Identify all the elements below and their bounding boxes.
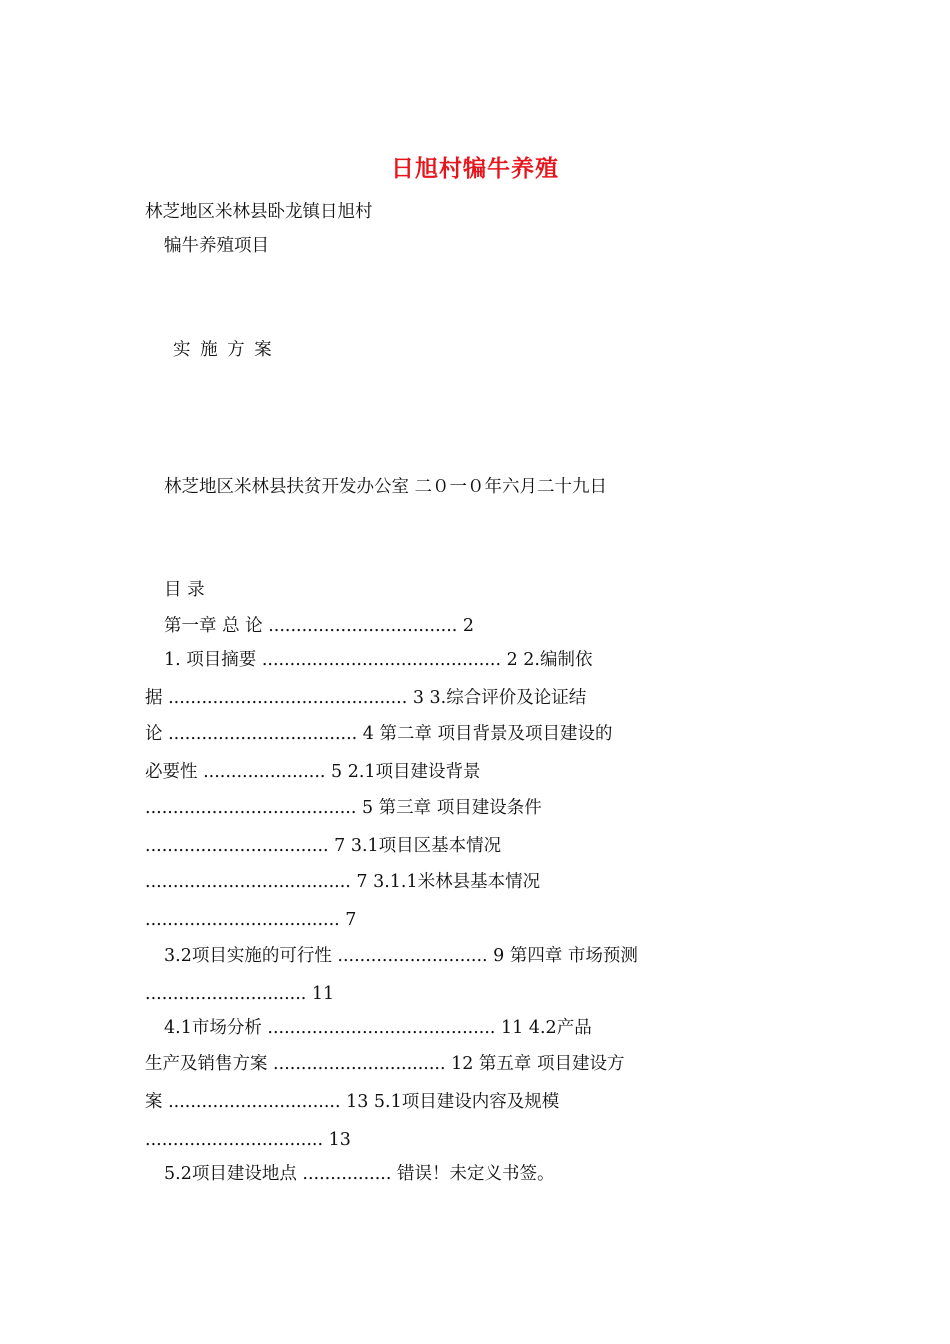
toc-line: 生产及销售方案 ............................... 12 第五章 项目建设方 <box>145 1054 625 1074</box>
toc-line: ................................... 7 <box>145 910 357 930</box>
toc-line: 案 ............................... 13 5.1项目建设内容及规模 <box>145 1092 560 1112</box>
toc-line: ..................................... 7 3.1.1米林县基本情况 <box>145 872 541 892</box>
toc-line: ................................. 7 3.1项目区基本情况 <box>145 836 502 856</box>
toc-line: 1. 项目摘要 ........................................... 2 2.编制依 <box>164 650 593 670</box>
toc-line: 第一章 总 论 .................................. 2 <box>164 616 475 636</box>
toc-line: 必要性 ...................... 5 2.1项目建设背景 <box>145 762 481 782</box>
document-title: 日旭村犏牛养殖 <box>391 155 559 182</box>
issuer-date-line: 林芝地区米林县扶贫开发办公室 二０一０年六月二十九日 <box>164 477 608 497</box>
project-line: 犏牛养殖项目 <box>164 236 269 256</box>
toc-line: 5.2项目建设地点 ................ 错误！未定义书签。 <box>164 1164 555 1184</box>
toc-line: 3.2项目实施的可行性 ........................... 9 第四章 市场预测 <box>164 946 638 966</box>
toc-line: ...................................... 5 第三章 项目建设条件 <box>145 798 542 818</box>
toc-line: 论 .................................. 4 第二章 项目背景及项目建设的 <box>145 724 613 744</box>
toc-line: 据 ........................................... 3 3.综合评价及论证结 <box>145 688 587 708</box>
toc-line: ................................ 13 <box>145 1130 351 1150</box>
toc-heading: 目 录 <box>164 580 205 600</box>
plan-label: 实 施 方 案 <box>173 340 274 360</box>
location-line: 林芝地区米林县卧龙镇日旭村 <box>145 202 373 222</box>
toc-line: ............................. 11 <box>145 984 335 1004</box>
toc-line: 4.1市场分析 ......................................... 11 4.2产品 <box>164 1018 592 1038</box>
